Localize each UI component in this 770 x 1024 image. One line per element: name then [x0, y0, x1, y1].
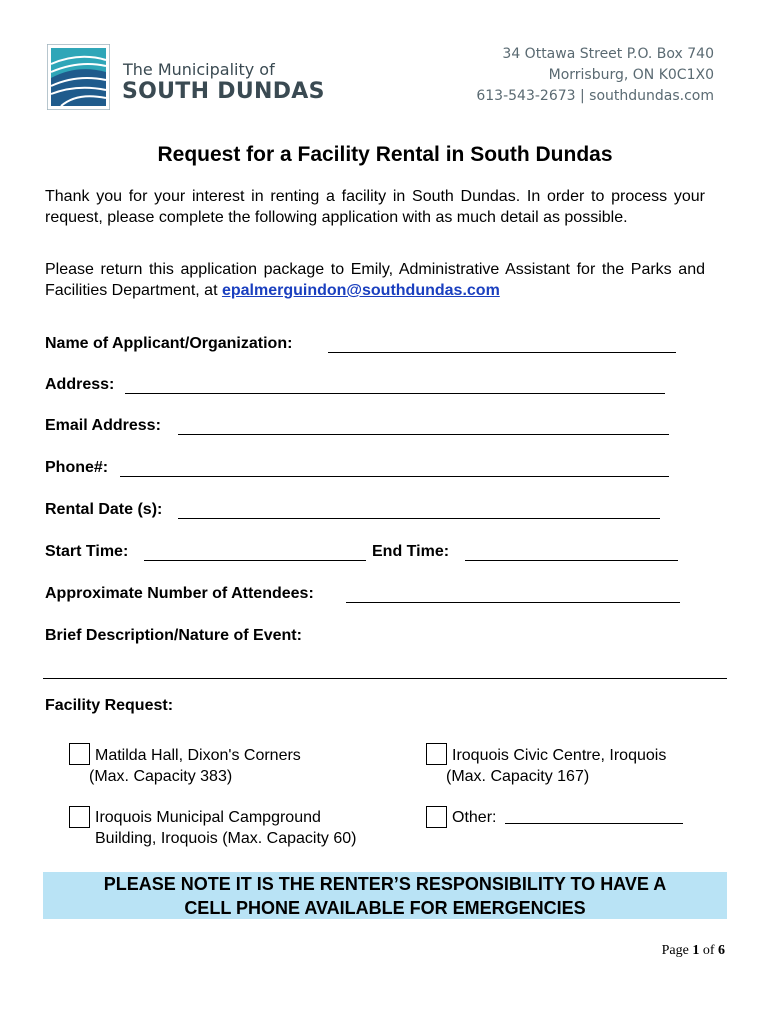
notice-text: [43, 872, 727, 920]
rental-date-label: Rental Date (s):: [45, 501, 163, 518]
email-link[interactable]: epalmerguindon@southdundas.com: [221, 282, 500, 299]
option-civic-centre-line2: (Max. Capacity 167): [446, 768, 590, 785]
address-street: 34 Ottawa Street P.O. Box 740: [502, 46, 714, 62]
attendees-label: Approximate Number of Attendees:: [45, 585, 314, 602]
end-time-field[interactable]: [465, 560, 678, 561]
return-paragraph: [45, 259, 705, 301]
start-time-label: Start Time:: [45, 543, 129, 560]
intro-paragraph: Thank you for your interest in renting a facility in South Dundas. In order to process your request, please complete the following application with as much detail as possible.: [45, 188, 705, 226]
attendees-field[interactable]: [346, 602, 680, 603]
logo-line-small: The Municipality of: [123, 60, 275, 79]
page-title: Request for a Facility Rental in South Dundas: [157, 143, 613, 166]
applicant-field[interactable]: [328, 352, 676, 353]
description-label: Brief Description/Nature of Event:: [45, 627, 302, 644]
checkbox-iroquois-campground[interactable]: [69, 806, 90, 828]
address-city: Morrisburg, ON K0C1X0: [548, 67, 714, 83]
phone-field[interactable]: [120, 476, 669, 477]
logo-line-big: SOUTH DUNDAS: [122, 79, 325, 104]
option-matilda-hall-line1: Matilda Hall, Dixon's Corners: [95, 747, 301, 764]
checkbox-iroquois-civic-centre[interactable]: [426, 743, 447, 765]
municipality-logo: [47, 44, 110, 110]
rental-date-field[interactable]: [178, 518, 660, 519]
of-word: of: [702, 943, 715, 958]
page-number: [662, 943, 725, 959]
address-contact: 613-543-2673 | southdundas.com: [476, 88, 714, 104]
notice-line2: CELL PHONE AVAILABLE FOR EMERGENCIES: [184, 898, 586, 918]
option-other-label: Other:: [452, 809, 497, 826]
applicant-label: Name of Applicant/Organization:: [45, 335, 293, 352]
checkbox-matilda-hall[interactable]: [69, 743, 90, 765]
facility-heading: Facility Request:: [45, 697, 174, 714]
address-label: Address:: [45, 376, 115, 393]
option-matilda-hall-line2: (Max. Capacity 383): [89, 768, 233, 785]
return-text: Please return this application package to Emily, Administrative Assistant for the Parks and Facilities Department, at: [45, 261, 705, 299]
page-word: Page: [661, 943, 689, 958]
email-label: Email Address:: [45, 417, 161, 434]
description-field[interactable]: [43, 678, 727, 679]
start-time-field[interactable]: [144, 560, 366, 561]
page-total: 6: [718, 943, 725, 958]
notice-line1: PLEASE NOTE IT IS THE RENTER’S RESPONSIBILITY TO HAVE A: [103, 874, 667, 894]
end-time-label: End Time:: [372, 543, 450, 560]
option-campground-line1: Iroquois Municipal Campground: [95, 809, 321, 826]
other-field[interactable]: [505, 823, 683, 824]
page-current: 1: [692, 943, 700, 958]
checkbox-other[interactable]: [426, 806, 447, 828]
phone-label: Phone#:: [45, 459, 109, 476]
address-field[interactable]: [125, 393, 665, 394]
option-campground-line2: Building, Iroquois (Max. Capacity 60): [95, 830, 357, 847]
email-field[interactable]: [178, 434, 669, 435]
option-civic-centre-line1: Iroquois Civic Centre, Iroquois: [452, 747, 667, 764]
